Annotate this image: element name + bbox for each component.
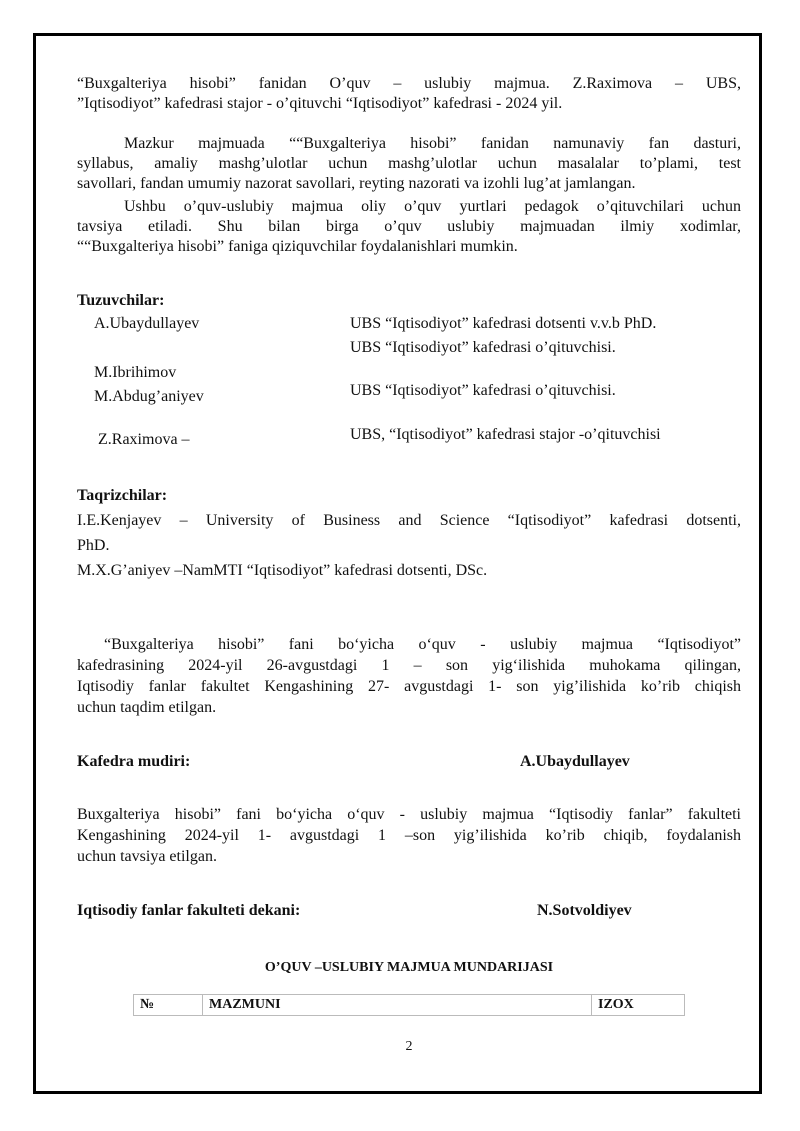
page-number: 2 <box>405 1039 413 1054</box>
dean-name: N.Sotvoldiyev <box>537 902 632 919</box>
para1-line-1: Mazkur majmuada ““Buxgalteriya hisobi” fanidan namunaviy fan dasturi, <box>124 135 741 152</box>
para2-line-2: tavsiya etiladi. Shu bilan birga o’quv uslubiy majmuadan ilmiy xodimlar, <box>77 218 741 235</box>
para3-line-3: Iqtisodiy fanlar fakultet Kengashining 27- avgustdagi 1- son yig’ilishida ko’rib chiqish <box>77 678 741 695</box>
author-name-1: A.Ubaydullayev <box>94 315 200 332</box>
para1-line-2: syllabus, amaliy mashg’ulotlar uchun mashg’ulotlar uchun masalalar to’plami, test <box>77 155 741 172</box>
intro-line-2: ”Iqtisodiyot” kafedrasi stajor - o’qituvchi “Iqtisodiyot” kafedrasi - 2024 yil. <box>77 95 563 112</box>
author-role-4: UBS, “Iqtisodiyot” kafedrasi stajor -o’qituvchisi <box>350 426 661 443</box>
authors-heading: Tuzuvchilar: <box>77 292 165 309</box>
reviewer-2: M.X.G’aniyev –NamMTI “Iqtisodiyot” kafedrasi dotsenti, DSc. <box>77 562 488 579</box>
para1-line-3: savollari, fandan umumiy nazorat savollari, reyting nazorati va izohli lug’at jamlangan. <box>77 175 636 192</box>
intro-line-1: “Buxgalteriya hisobi” fanidan O’quv – uslubiy majmua. Z.Raximova – UBS, <box>77 75 741 92</box>
department-head-name: A.Ubaydullayev <box>520 753 630 770</box>
author-name-2: M.Ibrihimov <box>94 364 177 381</box>
reviewers-heading: Taqrizchilar: <box>77 487 168 504</box>
para3-line-4: uchun taqdim etilgan. <box>77 699 217 716</box>
contents-table <box>133 994 685 1016</box>
author-name-3: M.Abdug’aniyev <box>94 388 204 405</box>
department-head-title: Kafedra mudiri: <box>77 753 191 770</box>
para4-line-1: Buxgalteriya hisobi” fani bo‘yicha o‘quv - uslubiy majmua “Iqtisodiy fanlar” fakulteti <box>77 806 741 823</box>
para4-line-3: uchun tavsiya etilgan. <box>77 848 217 865</box>
para3-line-1: “Buxgalteriya hisobi” fani bo‘yicha o‘quv - uslubiy majmua “Iqtisodiyot” <box>104 636 741 653</box>
author-role-1: UBS “Iqtisodiyot” kafedrasi dotsenti v.v.b PhD. <box>350 315 657 332</box>
reviewer-1-line-2: PhD. <box>77 537 110 554</box>
author-role-3: UBS “Iqtisodiyot” kafedrasi o’qituvchisi. <box>350 382 616 399</box>
para3-line-2: kafedrasining 2024-yil 26-avgustdagi 1 – son yig‘ilishida muhokama qilingan, <box>77 657 741 674</box>
author-name-4: Z.Raximova – <box>98 431 190 448</box>
dean-title: Iqtisodiy fanlar fakulteti dekani: <box>77 902 301 919</box>
col-number-header: № <box>134 995 203 1016</box>
para2-line-1: Ushbu o’quv-uslubiy majmua oliy o’quv yurtlari pedagok o’qituvchilari uchun <box>124 198 741 215</box>
reviewer-1-line-1: I.E.Kenjayev – University of Business and Science “Iqtisodiyot” kafedrasi dotsenti, <box>77 512 741 529</box>
col-content-header: MAZMUNI <box>203 995 592 1016</box>
para4-line-2: Kengashining 2024-yil 1- avgustdagi 1 –son yig’ilishida ko’rib chiqib, foydalanish <box>77 827 741 844</box>
para2-line-3: ““Buxgalteriya hisobi” faniga qiziquvchilar foydalanishlari mumkin. <box>77 238 518 255</box>
author-role-2: UBS “Iqtisodiyot” kafedrasi o’qituvchisi. <box>350 339 616 356</box>
col-note-header: IZOX <box>592 995 685 1016</box>
contents-header-row <box>134 995 685 1016</box>
contents-title: O’QUV –USLUBIY MAJMUA MUNDARIJASI <box>264 960 554 975</box>
